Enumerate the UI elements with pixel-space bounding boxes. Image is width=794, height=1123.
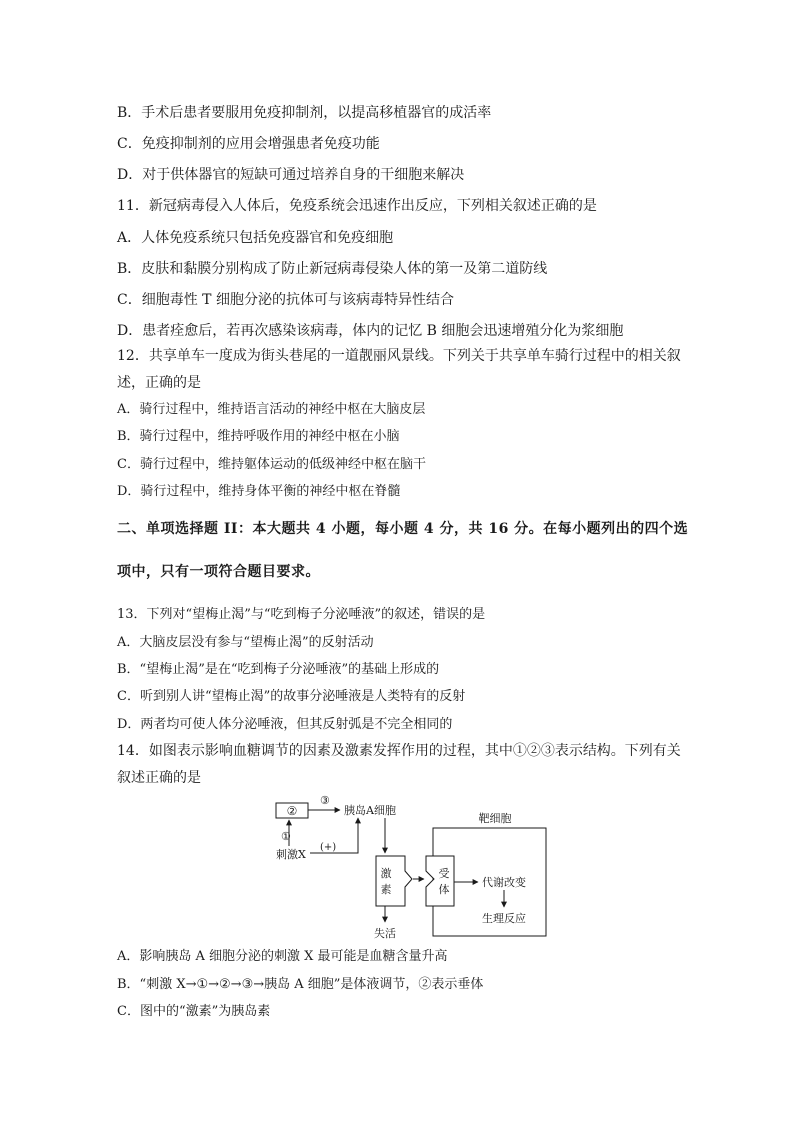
option-12d: D．骑行过程中，维持身体平衡的神经中枢在脊髓 <box>117 484 401 499</box>
question-13-stem: 13．下列对“望梅止渴”与“吃到梅子分泌唾液”的叙述，错误的是 <box>117 607 486 622</box>
option-14b: B．“刺激 X→①→②→③→胰岛 A 细胞”是体液调节，②表示垂体 <box>117 977 484 992</box>
structure-2-label: ② <box>286 804 298 818</box>
question-11-stem: 11．新冠病毒侵入人体后，免疫系统会迅速作出反应，下列相关叙述正确的是 <box>117 198 597 214</box>
hormone-label-b: 素 <box>380 883 392 896</box>
option-11b: B．皮肤和黏膜分别构成了防止新冠病毒侵染人体的第一及第二道防线 <box>117 261 548 277</box>
option-14a: A．影响胰岛 A 细胞分泌的刺激 X 最可能是血糖含量升高 <box>117 949 448 964</box>
option-14c: C．图中的“激素”为胰岛素 <box>117 1004 271 1019</box>
receptor-label-b: 体 <box>438 883 450 896</box>
option-10d: D．对于供体器官的短缺可通过培养自身的干细胞来解决 <box>117 167 465 183</box>
question-14-stem-line2: 叙述正确的是 <box>117 770 201 786</box>
option-12a: A．骑行过程中，维持语言活动的神经中枢在大脑皮层 <box>117 402 426 417</box>
option-10c: C．免疫抑制剂的应用会增强患者免疫功能 <box>117 136 380 152</box>
option-11c: C．细胞毒性 T 细胞分泌的抗体可与该病毒特异性结合 <box>117 292 454 308</box>
stimulus-x-label: 刺激X <box>276 848 306 861</box>
metabolic-change-label: 代谢改变 <box>482 876 526 889</box>
islet-a-cell-label: 胰岛A细胞 <box>344 804 396 817</box>
option-11d: D．患者痊愈后，若再次感染该病毒，体内的记忆 B 细胞会迅速增殖分化为浆细胞 <box>117 323 624 339</box>
option-13d: D．两者均可使人体分泌唾液，但其反射弧是不完全相同的 <box>117 717 453 732</box>
target-cell-label: 靶细胞 <box>478 812 512 825</box>
receptor-label-a: 受 <box>438 867 450 880</box>
section-heading-line1: 二、单项选择题 II：本大题共 4 小题，每小题 4 分，共 16 分。在每小题列出的四个选 <box>117 521 689 537</box>
question-14-stem-line1: 14．如图表示影响血糖调节的因素及激素发挥作用的过程，其中①②③表示结构。下列有关 <box>117 743 681 759</box>
option-12c: C．骑行过程中，维持躯体运动的低级神经中枢在脑干 <box>117 457 426 472</box>
receptor-box <box>426 856 454 906</box>
option-12b: B．骑行过程中，维持呼吸作用的神经中枢在小脑 <box>117 429 400 444</box>
question-12-stem-line2: 述，正确的是 <box>117 375 201 391</box>
option-10b: B．手术后患者要服用免疫抑制剂，以提高移植器官的成活率 <box>117 105 492 121</box>
inactive-label: 失活 <box>374 927 396 940</box>
physiological-response-label: 生理反应 <box>482 912 526 925</box>
option-13c: C．听到别人讲“望梅止渴”的故事分泌唾液是人类特有的反射 <box>117 689 466 704</box>
hormone-box <box>376 856 412 906</box>
hormone-label-a: 激 <box>380 867 392 880</box>
plus-label: (+) <box>320 842 337 853</box>
structure-1-label: ① <box>281 830 291 843</box>
option-13b: B．“望梅止渴”是在“吃到梅子分泌唾液”的基础上形成的 <box>117 662 440 677</box>
section-heading-line2: 项中，只有一项符合题目要求。 <box>117 564 320 580</box>
structure-3-label: ③ <box>320 794 330 807</box>
option-11a: A．人体免疫系统只包括免疫器官和免疫细胞 <box>117 230 394 246</box>
option-13a: A．大脑皮层没有参与“望梅止渴”的反射活动 <box>117 635 374 650</box>
question-12-stem-line1: 12．共享单车一度成为街头巷尾的一道靓丽风景线。下列关于共享单车骑行过程中的相关叙 <box>117 348 681 364</box>
